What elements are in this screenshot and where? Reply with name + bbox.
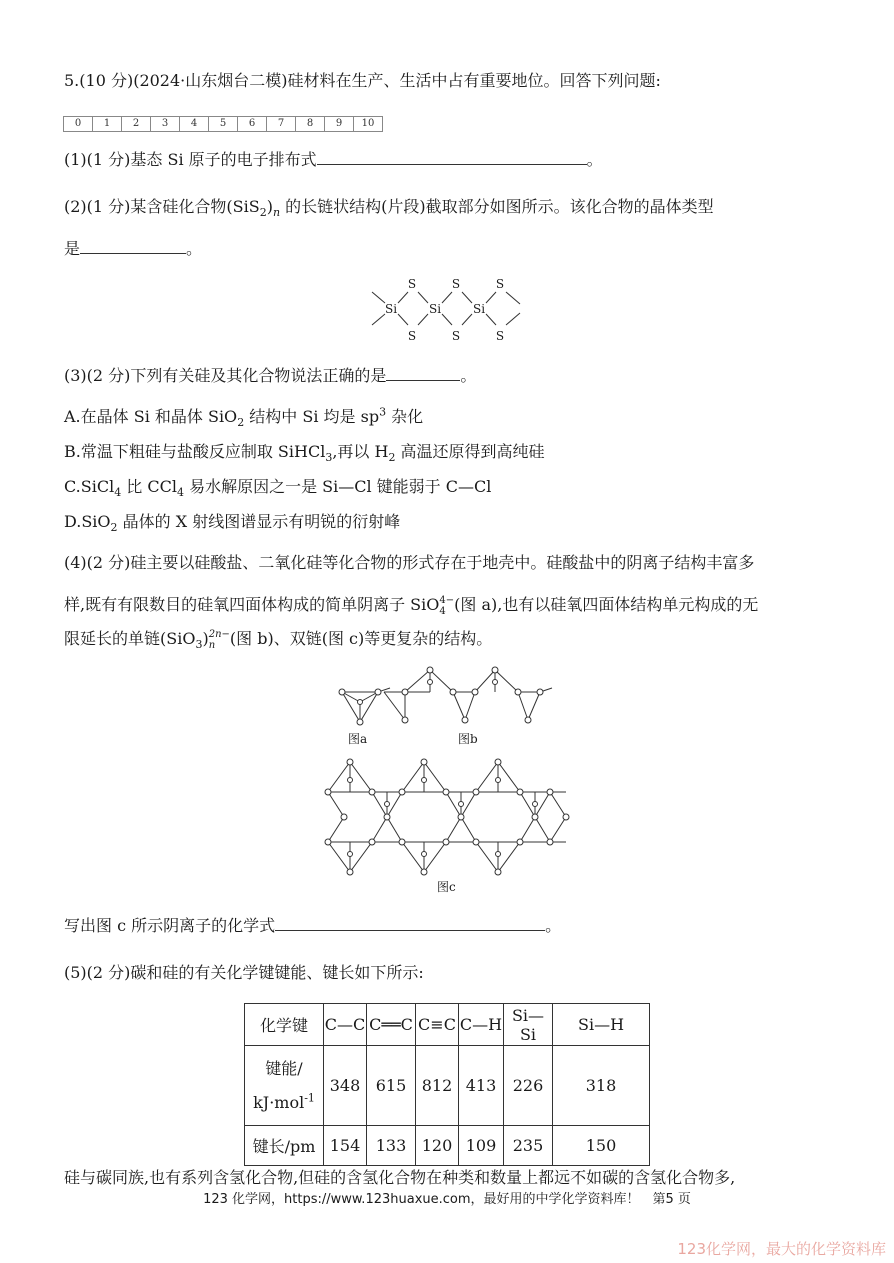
atom-si: Si — [472, 302, 486, 316]
part-3 — [64, 364, 476, 388]
table-row — [245, 1046, 650, 1126]
score-cell[interactable]: 6 — [237, 116, 267, 132]
part-4-text: 写出图 c 所示阴离子的化学式 — [64, 916, 276, 935]
atom-s: S — [451, 329, 461, 343]
part-5-tail — [64, 1166, 735, 1190]
atom-s: S — [451, 277, 461, 291]
part-4-text: ) — [202, 629, 209, 648]
table-cell: 318 — [553, 1046, 650, 1126]
atom-s: S — [407, 329, 417, 343]
score-cell[interactable]: 1 — [92, 116, 122, 132]
table-header-cell: C══C — [367, 1004, 416, 1046]
row-label-unit: kJ·mol — [253, 1092, 305, 1112]
option-text: A.在晶体 Si 和晶体 SiO — [64, 407, 238, 426]
option-text: 晶体的 X 射线图谱显示有明锐的衍射峰 — [117, 512, 401, 531]
part-2-text: (2)(1 分)某含硅化合物(SiS — [64, 197, 260, 216]
part-4-text: (图 b)、双链(图 c)等更复杂的结构。 — [229, 629, 493, 648]
part-1 — [64, 148, 603, 172]
table-cell: 150 — [553, 1126, 650, 1166]
table-cell: 133 — [367, 1126, 416, 1166]
subscript: n — [272, 206, 281, 220]
table-cell: 413 — [459, 1046, 504, 1126]
part-1-text: (1)(1 分)基态 Si 原子的电子排布式 — [64, 150, 317, 169]
subscript: 4 — [439, 605, 446, 617]
table-header-cell: C—H — [459, 1004, 504, 1046]
watermark: 123化学网，最大的化学资料库 — [677, 1240, 886, 1258]
subscript: 4 — [176, 486, 184, 500]
option-text: B.常温下粗硅与盐酸反应制取 SiHCl — [64, 442, 326, 461]
score-cell[interactable]: 7 — [266, 116, 296, 132]
table-header-cell: Si—Si — [504, 1004, 553, 1046]
question-header-text: 5.(10 分)(2024·山东烟台二模)硅材料在生产、生活中占有重要地位。回答下列问题: — [64, 71, 661, 90]
subscript: 2 — [110, 521, 118, 535]
answer-blank-1[interactable] — [317, 150, 587, 165]
part-5-text: 硅与碳同族,也有系列含氢化合物,但硅的含氢化合物在种类和数量上都远不如碳的含氢化合物多, — [64, 1168, 736, 1187]
option-text: 易水解原因之一是 Si—Cl 键能弱于 C—Cl — [183, 477, 492, 496]
subscript: 2 — [388, 451, 396, 465]
page-footer: 123 化学网，https://www.123huaxue.com，最好用的中学化学资料库！ 第5 页 — [203, 1192, 691, 1207]
row-label-line — [245, 1086, 323, 1120]
superscript: 3 — [379, 405, 387, 419]
option-text: 比 CCl — [121, 477, 177, 496]
sis2-chain-figure — [360, 270, 530, 350]
part-2-line2 — [64, 237, 202, 261]
table-cell: 235 — [504, 1126, 553, 1166]
atom-si: Si — [428, 302, 442, 316]
part-4-text: 限延长的单链(SiO — [64, 629, 196, 648]
part-4-question — [64, 914, 561, 938]
option-d[interactable] — [64, 510, 400, 534]
table-row — [245, 1126, 650, 1166]
part-4-text: (图 a),也有以硅氧四面体结构单元构成的无 — [454, 595, 759, 614]
subscript: 3 — [325, 451, 333, 465]
subscript: 3 — [195, 638, 203, 652]
punct: 。 — [460, 366, 477, 385]
fig-a-caption: 图a — [348, 732, 368, 746]
answer-blank-3[interactable] — [386, 366, 460, 381]
part-5-text: (5)(2 分)碳和硅的有关化学键键能、键长如下所示: — [64, 963, 424, 982]
option-text: D.SiO — [64, 512, 111, 531]
table-cell: 109 — [459, 1126, 504, 1166]
score-cell[interactable]: 0 — [63, 116, 93, 132]
score-cell[interactable]: 8 — [295, 116, 325, 132]
table-header-row — [245, 1004, 650, 1046]
atom-s: S — [495, 329, 505, 343]
table-cell: 120 — [416, 1126, 459, 1166]
part-3-text: (3)(2 分)下列有关硅及其化合物说法正确的是 — [64, 366, 387, 385]
silicate-figure-c — [320, 758, 574, 876]
part-2-text: 的长链状结构(片段)截取部分如图所示。该化合物的晶体类型 — [280, 197, 714, 216]
option-text: 结构中 Si 均是 sp — [244, 407, 380, 426]
answer-blank-2[interactable] — [80, 239, 186, 254]
part-4-line1 — [64, 551, 754, 575]
score-cell[interactable]: 9 — [324, 116, 354, 132]
table-header-cell: Si—H — [553, 1004, 650, 1046]
table-cell: 154 — [324, 1126, 367, 1166]
table-header-cell: C≡C — [416, 1004, 459, 1046]
table-header-cell: 化学键 — [245, 1004, 324, 1046]
part-4-text: (4)(2 分)硅主要以硅酸盐、二氧化硅等化合物的形式存在于地壳中。硅酸盐中的阴离子结构丰富多 — [64, 553, 755, 572]
atom-s: S — [495, 277, 505, 291]
table-row-label — [245, 1046, 324, 1126]
punct: 。 — [545, 916, 562, 935]
part-2 — [64, 195, 714, 219]
superscript: 2n− — [208, 628, 230, 640]
part-4-line3 — [64, 627, 492, 651]
subscript: 4 — [114, 486, 122, 500]
part-5 — [64, 961, 424, 985]
score-bar — [64, 116, 383, 132]
question-header — [64, 69, 661, 93]
answer-blank-4[interactable] — [275, 916, 545, 931]
fig-c-caption: 图c — [437, 880, 456, 894]
row-label-line: 键能/ — [265, 1058, 303, 1078]
part-2-text: ) — [266, 197, 273, 216]
part-4-line2 — [64, 593, 758, 617]
option-text: ,再以 H — [332, 442, 389, 461]
superscript: -1 — [304, 1091, 315, 1105]
table-cell: 348 — [324, 1046, 367, 1126]
option-text: 杂化 — [386, 407, 424, 426]
subscript: n — [208, 639, 216, 651]
superscript: 4− — [439, 594, 455, 606]
sio4-charge — [439, 595, 454, 617]
table-header-cell: C—C — [324, 1004, 367, 1046]
fig-b-caption: 图b — [458, 732, 478, 746]
option-text: 高温还原得到高纯硅 — [395, 442, 545, 461]
bond-table — [244, 1003, 650, 1166]
subscript: 2 — [259, 206, 267, 220]
atom-si: Si — [384, 302, 398, 316]
option-b[interactable] — [64, 440, 545, 464]
score-cell[interactable]: 4 — [179, 116, 209, 132]
silicate-figure-ab — [330, 660, 570, 730]
table-cell: 615 — [367, 1046, 416, 1126]
score-cell[interactable]: 5 — [208, 116, 238, 132]
score-cell[interactable]: 2 — [121, 116, 151, 132]
atom-s: S — [407, 277, 417, 291]
punct: 。 — [186, 239, 203, 258]
table-cell: 812 — [416, 1046, 459, 1126]
chain-charge — [209, 629, 230, 651]
option-c[interactable] — [64, 475, 491, 499]
option-text: C.SiCl — [64, 477, 115, 496]
option-a[interactable] — [64, 405, 423, 429]
score-cell[interactable]: 10 — [353, 116, 383, 132]
table-row-label: 键长/pm — [245, 1126, 324, 1166]
subscript: 2 — [237, 416, 245, 430]
part-4-text: 样,既有有限数目的硅氧四面体构成的简单阴离子 SiO — [64, 595, 440, 614]
part-2-text: 是 — [64, 239, 81, 258]
table-cell: 226 — [504, 1046, 553, 1126]
punct: 。 — [586, 150, 603, 169]
score-cell[interactable]: 3 — [150, 116, 180, 132]
